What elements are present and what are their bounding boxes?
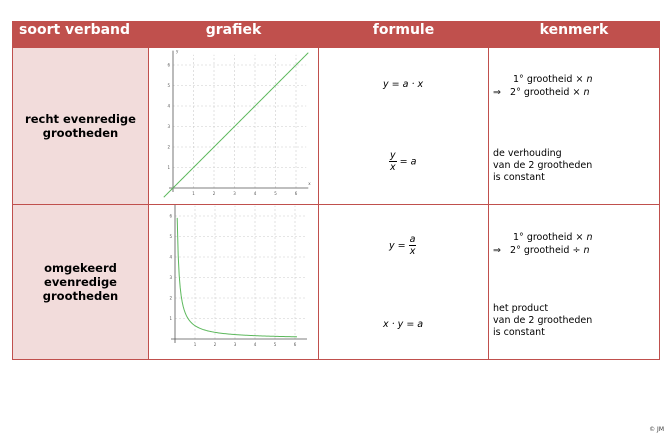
x-tick-label: 1 [192,191,195,196]
label-omgekeerd-evenredig [13,205,149,360]
relationship-table [12,21,660,360]
x-tick-label: 1 [193,342,197,347]
header-row [13,22,660,48]
linear-graph [149,48,319,205]
x-tick-label: 3 [233,191,236,196]
implies-arrow: ⇒ [493,245,501,256]
y-tick-label: 1 [169,316,172,321]
formula-xy-equals-a: x · y = a [383,319,424,330]
formula-ratio [389,151,416,173]
kenmerk-text: 1° grootheid × [513,232,587,243]
kenmerk-description [493,303,592,339]
y-tick-label: 3 [169,275,172,280]
y-tick-label: 2 [169,295,172,301]
label-line: evenredige [44,275,117,289]
kenmerk-text: 2° grootheid × [510,87,584,98]
kenmerk-desc-line: is constant [493,172,545,183]
graph-cell-inverse [149,205,319,360]
y-tick-label: 3 [167,124,170,129]
implies-arrow: ⇒ [493,87,501,98]
x-tick-label: 4 [253,342,257,347]
kenmerk-var: n [583,245,590,256]
kenmerk-line-2 [493,245,590,256]
kenmerk-text: 2° grootheid ÷ [510,245,584,256]
kenmerk-desc-line: van de 2 grootheden [493,315,593,326]
y-tick-label: 5 [169,234,172,239]
x-tick-label: 3 [233,342,237,347]
kenmerk-var: n [586,232,593,243]
label-recht-evenredig [13,48,149,205]
header-formule: formule [319,22,489,48]
formula-y-equals-a-over-x [389,235,416,257]
kenmerk-desc-line: het product [493,303,549,314]
fraction-numerator: a [409,234,416,245]
kenmerk-var: n [583,87,590,98]
formula-y-equals-ax: y = a · x [383,79,424,90]
kenmerk-cell-linear [489,48,660,205]
x-tick-label: 6 [293,342,297,347]
y-tick-label: 6 [167,62,170,68]
header-soort-verband: soort verband [13,22,149,48]
kenmerk-desc-line: van de 2 grootheden [493,160,593,171]
fraction-numerator: y [390,150,396,161]
x-tick-label: 2 [213,342,217,347]
label-line: omgekeerd [44,261,117,275]
label-line: recht evenredige [25,112,136,126]
y-tick-label: 6 [169,213,172,219]
kenmerk-desc-line: is constant [493,327,545,338]
inverse-graph [149,205,319,360]
y-tick-label: 2 [167,144,170,150]
kenmerk-text: 1° grootheid × [513,74,587,85]
formula-cell-linear [319,48,489,205]
kenmerk-line-2 [493,87,590,98]
x-axis-label: x [308,181,311,186]
fraction-denominator: x [390,162,396,173]
formula-cell-inverse [319,205,489,360]
kenmerk-description [493,148,592,184]
label-line: grootheden [42,289,119,303]
x-tick-label: 5 [274,191,277,196]
kenmerk-line-1 [513,232,592,243]
kenmerk-cell-inverse [489,205,660,360]
x-tick-label: 4 [253,191,257,196]
header-grafiek: grafiek [149,22,319,48]
y-tick-label: 4 [167,103,170,109]
y-tick-label: 5 [167,83,170,88]
kenmerk-var: n [586,74,593,85]
curve-line [164,53,309,198]
copyright: © JM [649,426,664,433]
formula-rhs: = a [396,156,417,168]
kenmerk-line-1 [513,74,592,85]
table-row-omgekeerd-evenredig [13,205,660,360]
formula-lhs: y = [389,240,409,252]
y-tick-label: 4 [169,254,172,260]
table-row-recht-evenredig [13,48,660,205]
x-tick-label: 2 [212,191,216,196]
x-tick-label: 6 [294,191,298,196]
header-kenmerk: kenmerk [489,22,660,48]
kenmerk-desc-line: de verhouding [493,148,562,159]
x-tick-label: 5 [273,342,277,347]
label-line: grootheden [42,126,119,140]
fraction-denominator: x [409,246,416,257]
y-axis-label: y [176,48,179,54]
graph-cell-linear [149,48,319,205]
y-tick-label: 1 [167,165,170,170]
